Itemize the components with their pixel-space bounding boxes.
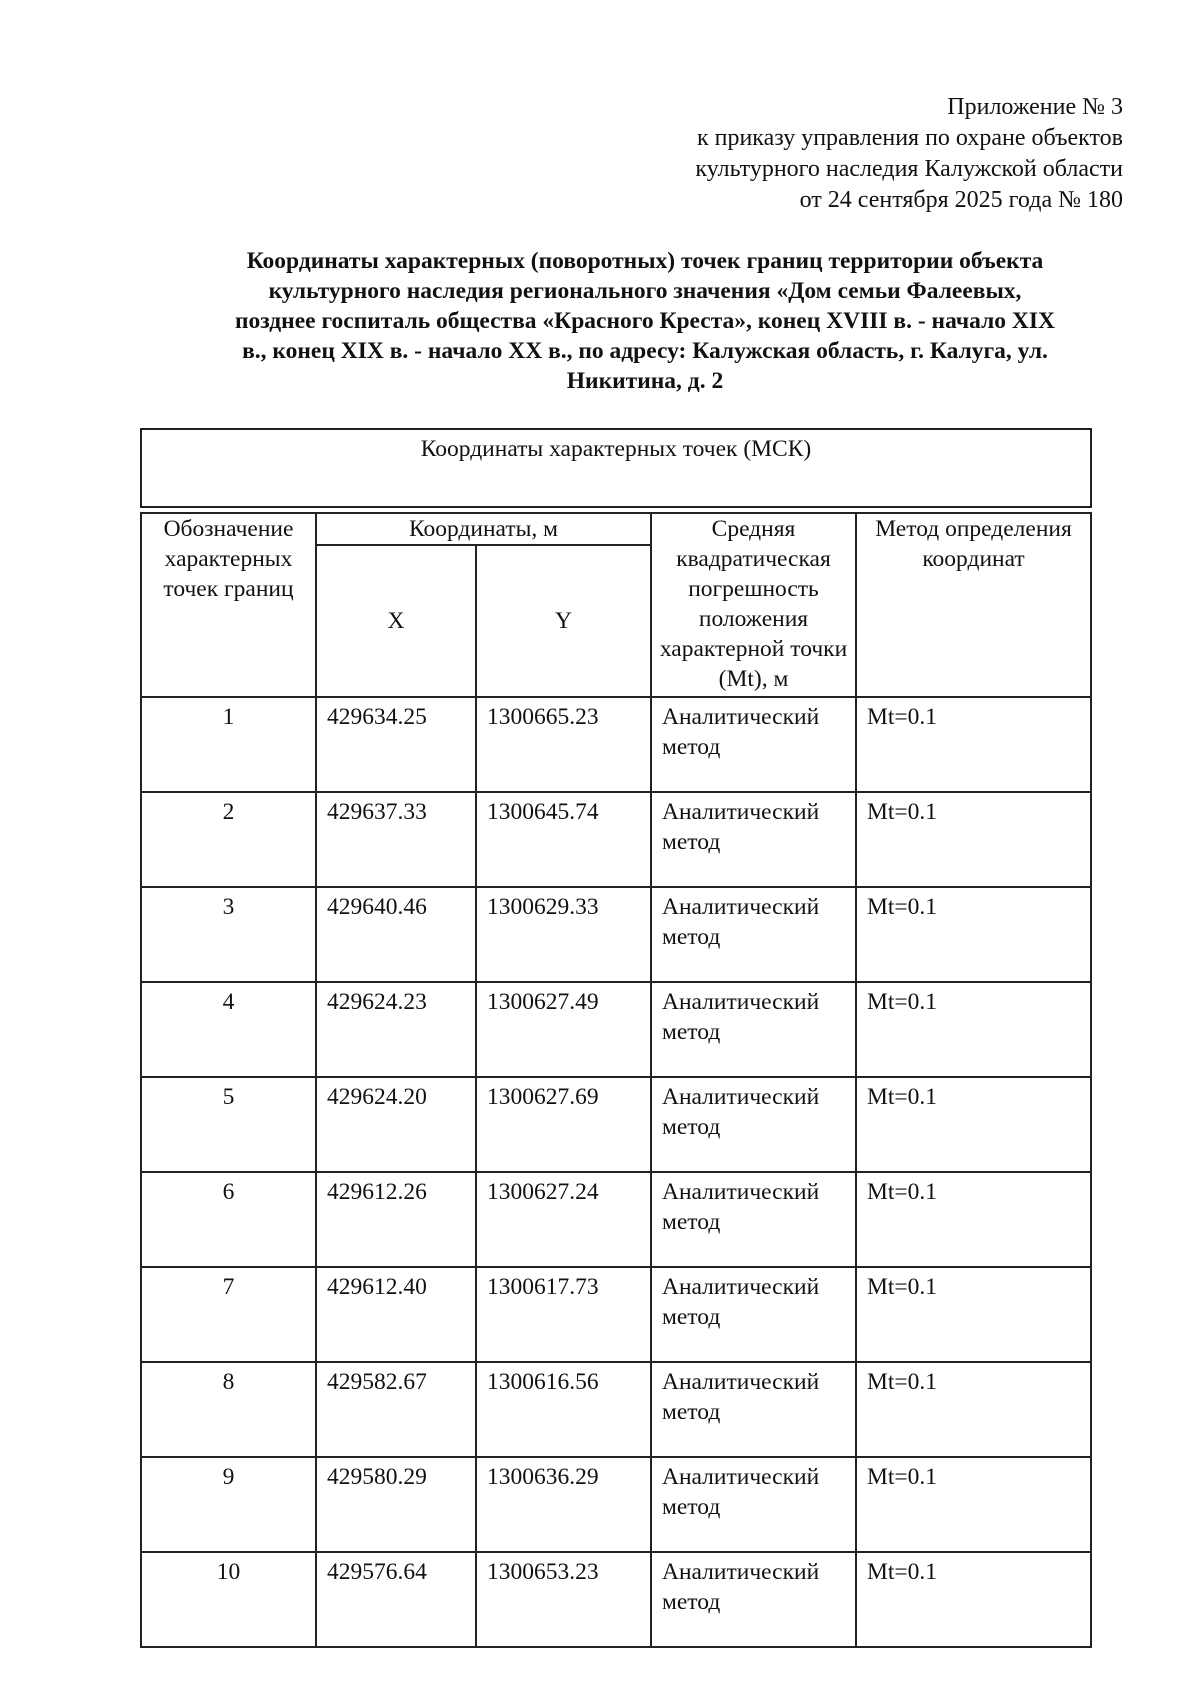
- table-row: [141, 1552, 1091, 1647]
- coord-y: 1300636.29: [476, 1457, 651, 1552]
- table-row: [141, 1457, 1091, 1552]
- point-number: 2: [141, 792, 316, 887]
- accuracy-cell: Mt=0.1: [856, 1077, 1091, 1172]
- accuracy-cell: Mt=0.1: [856, 792, 1091, 887]
- coord-x: 429576.64: [316, 1552, 476, 1647]
- coord-y: 1300627.69: [476, 1077, 651, 1172]
- point-number: 3: [141, 887, 316, 982]
- coord-x: 429612.40: [316, 1267, 476, 1362]
- table-row: [141, 1077, 1091, 1172]
- point-number: 1: [141, 697, 316, 792]
- coord-y: 1300645.74: [476, 792, 651, 887]
- coord-x: 429634.25: [316, 697, 476, 792]
- header-method: Метод определения координат: [856, 513, 1091, 697]
- method-cell: Аналитический метод: [651, 1362, 856, 1457]
- method-cell: Аналитический метод: [651, 792, 856, 887]
- table-row: [141, 1362, 1091, 1457]
- coord-x: 429637.33: [316, 792, 476, 887]
- header-y: Y: [476, 545, 651, 697]
- title-line: культурного наследия регионального значения «Дом семьи Фалеевых,: [268, 278, 1022, 304]
- method-cell: Аналитический метод: [651, 1457, 856, 1552]
- method-cell: Аналитический метод: [651, 697, 856, 792]
- title-line: Никитина, д. 2: [566, 368, 724, 394]
- accuracy-cell: Mt=0.1: [856, 697, 1091, 792]
- point-number: 4: [141, 982, 316, 1077]
- accuracy-cell: Mt=0.1: [856, 1457, 1091, 1552]
- point-number: 8: [141, 1362, 316, 1457]
- coord-x: 429624.23: [316, 982, 476, 1077]
- coord-y: 1300616.56: [476, 1362, 651, 1457]
- annex-line: культурного наследия Калужской области: [695, 156, 1123, 182]
- coord-x: 429640.46: [316, 887, 476, 982]
- title-line: Координаты характерных (поворотных) точек границ территории объекта: [246, 248, 1044, 274]
- coordinates-table: [140, 428, 1092, 1648]
- table-row: [141, 1172, 1091, 1267]
- table-row: [141, 1267, 1091, 1362]
- method-cell: Аналитический метод: [651, 887, 856, 982]
- point-number: 5: [141, 1077, 316, 1172]
- annex-line: от 24 сентября 2025 года № 180: [799, 187, 1123, 213]
- header-coordinates: Координаты, м: [316, 513, 651, 545]
- annex-line: к приказу управления по охране объектов: [696, 125, 1123, 151]
- accuracy-cell: Mt=0.1: [856, 1172, 1091, 1267]
- title-line: позднее госпиталь общества «Красного Креста», конец XVIII в. - начало XIX: [234, 308, 1056, 334]
- method-cell: Аналитический метод: [651, 1077, 856, 1172]
- table-row: [141, 697, 1091, 792]
- coord-x: 429612.26: [316, 1172, 476, 1267]
- accuracy-cell: Mt=0.1: [856, 982, 1091, 1077]
- point-number: 7: [141, 1267, 316, 1362]
- header-x: X: [316, 545, 476, 697]
- table-row: [141, 887, 1091, 982]
- table-row: [141, 982, 1091, 1077]
- coord-y: 1300629.33: [476, 887, 651, 982]
- title-line: в., конец XIX в. - начало XX в., по адресу: Калужская область, г. Калуга, ул.: [242, 338, 1048, 364]
- accuracy-cell: Mt=0.1: [856, 1362, 1091, 1457]
- coord-y: 1300665.23: [476, 697, 651, 792]
- coord-y: 1300617.73: [476, 1267, 651, 1362]
- document-title: [170, 246, 1120, 396]
- accuracy-cell: Mt=0.1: [856, 887, 1091, 982]
- method-cell: Аналитический метод: [651, 1552, 856, 1647]
- coord-x: 429582.67: [316, 1362, 476, 1457]
- header-error: Средняя квадратическая погрешность положения характерной точки (Mt), м: [651, 513, 856, 697]
- accuracy-cell: Mt=0.1: [856, 1552, 1091, 1647]
- table-row: [141, 792, 1091, 887]
- coord-x: 429580.29: [316, 1457, 476, 1552]
- method-cell: Аналитический метод: [651, 982, 856, 1077]
- point-number: 10: [141, 1552, 316, 1647]
- point-number: 6: [141, 1172, 316, 1267]
- point-number: 9: [141, 1457, 316, 1552]
- coord-y: 1300627.24: [476, 1172, 651, 1267]
- annex-block: [695, 92, 1123, 216]
- accuracy-cell: Mt=0.1: [856, 1267, 1091, 1362]
- method-cell: Аналитический метод: [651, 1267, 856, 1362]
- header-designation: Обозначение характерных точек границ: [141, 513, 316, 697]
- coord-y: 1300653.23: [476, 1552, 651, 1647]
- coord-x: 429624.20: [316, 1077, 476, 1172]
- annex-line: Приложение № 3: [947, 94, 1123, 120]
- coord-y: 1300627.49: [476, 982, 651, 1077]
- table-caption: Координаты характерных точек (МСК): [141, 429, 1091, 507]
- method-cell: Аналитический метод: [651, 1172, 856, 1267]
